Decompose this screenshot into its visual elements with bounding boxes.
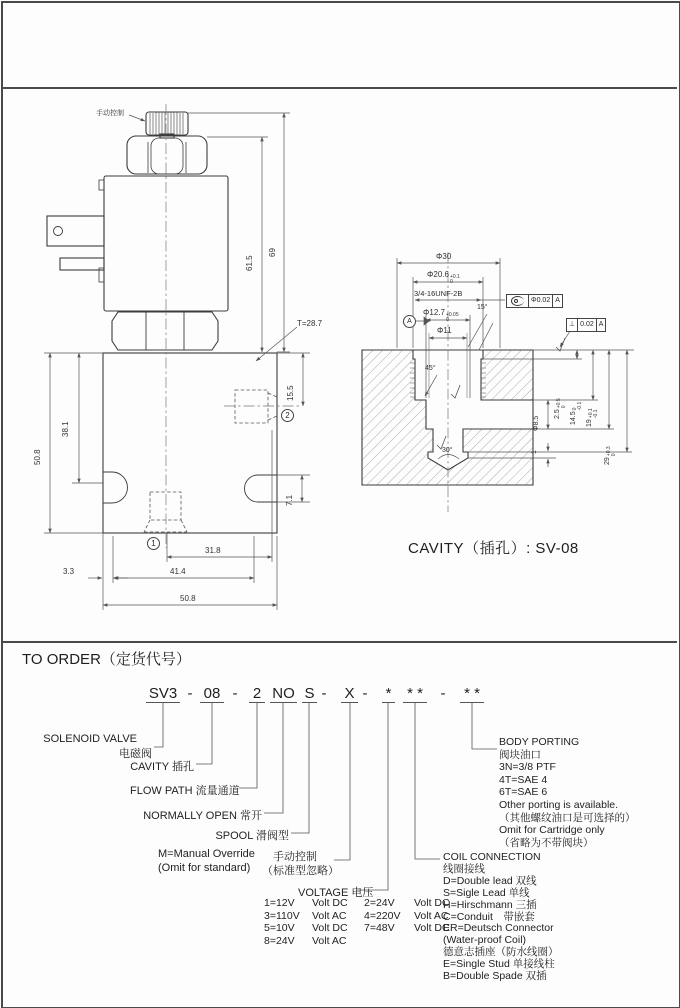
- label-solenoid-valve-en: SOLENOID VALVE: [43, 733, 137, 745]
- dim-41-4: 41.4: [170, 567, 186, 576]
- code-body-porting: * *: [460, 686, 484, 703]
- dim-50-8-left: 50.8: [33, 449, 42, 465]
- datum-a-symbol: A: [403, 315, 416, 328]
- voltage-table: 1=12V Volt DC 2=24V Volt DC 3=110V Volt AC 4=220V Volt AC 5=10V Volt DC 7=48V Volt DC 8=24V Volt AC: [264, 897, 450, 947]
- code-dash: -: [440, 685, 446, 702]
- dim-d30: Φ30: [436, 252, 452, 261]
- code-dash: -: [362, 685, 368, 702]
- label-cavity: CAVITY 插孔: [130, 761, 194, 773]
- angle-30: 30°: [442, 447, 453, 454]
- cavity-title: CAVITY（插孔）: SV-08: [408, 540, 579, 557]
- dim-31-8: 31.8: [205, 546, 221, 555]
- angle-45: 45°: [425, 365, 436, 372]
- code-dash: -: [187, 685, 193, 702]
- perpendicularity-tolerance-frame: ⊥ 0.02 A: [566, 318, 606, 332]
- angle-15: 15°: [477, 304, 488, 311]
- label-manual-override-cn2: （标准型忽略）: [262, 865, 339, 877]
- dim-7-1: 7.1: [285, 494, 294, 506]
- code-dash: -: [232, 685, 238, 702]
- dim-14-5: 14.5 0 -0.1: [570, 401, 583, 425]
- dim-1: 1: [531, 450, 538, 454]
- valve-side-view: [47, 112, 277, 533]
- manual-control-label: 手动控制: [96, 110, 124, 117]
- code-flow-path: 2: [249, 686, 265, 703]
- dim-19: 19 +0.1 -0.1: [586, 408, 599, 427]
- dim-50-8-bottom: 50.8: [180, 594, 196, 603]
- port-1-balloon: 1: [147, 537, 160, 550]
- code-normally-open: NO: [270, 686, 297, 703]
- dim-61-5: 61.5: [245, 255, 254, 271]
- valve-hidden-ports: [144, 390, 277, 532]
- body-porting-title: BODY PORTING: [499, 736, 580, 748]
- perpendicularity-icon: ⊥: [567, 319, 578, 331]
- code-cavity: 08: [200, 686, 224, 703]
- coil-connection-block: COIL CONNECTION 线圈接线 D=Double lead 双线 S=Sigle Lead 单线 H=Hirschmann 三插 C=Conduit 带嵌套 ER=Deutsch Connector (Water-proof Coil) 德意志插座（防水线圈） E=Single Stud 单接线柱 B=Double Spade 双插: [443, 851, 559, 983]
- order-section-title: TO ORDER（定货代号）: [22, 651, 191, 668]
- label-flow-path: FLOW PATH 流量通道: [130, 785, 240, 797]
- label-solenoid-valve-cn: 电磁阀: [119, 748, 152, 760]
- dim-t-28-7: T=28.7: [297, 319, 323, 328]
- body-porting-block: BODY PORTING 阀块油口 3N=3/8 PTF 4T=SAE 4 6T=SAE 6 Other porting is available. （其他螺纹油口是可选择的） Omit for Cartridge only （省略为不带阀块）: [499, 736, 636, 849]
- coil-connection-title: COIL CONNECTION: [443, 851, 541, 863]
- dim-3-3: 3.3: [63, 567, 75, 576]
- dim-2-5: 2.5 +0.5 0: [554, 398, 567, 419]
- label-manual-override-cn1: 手动控制: [273, 851, 317, 863]
- dim-38-1: 38.1: [61, 421, 70, 437]
- code-coil-connection: * *: [403, 686, 427, 703]
- port-2-balloon: 2: [281, 409, 294, 422]
- dim-d20-6: Φ20.6 +0.1 0: [427, 270, 460, 285]
- code-dash: -: [321, 685, 327, 702]
- dim-d8-5: Φ8.5: [533, 415, 540, 431]
- code-model: SV3: [146, 686, 180, 703]
- dim-15-5: 15.5: [286, 385, 295, 401]
- dim-d11: Φ11: [437, 326, 452, 335]
- label-voltage: VOLTAGE 电压: [298, 887, 374, 899]
- dim-d12-7: Φ12.7 +0.05 0: [423, 308, 459, 323]
- label-manual-override-en2: (Omit for standard): [158, 862, 251, 874]
- label-normally-open: NORMALLY OPEN 常开: [143, 810, 262, 822]
- concentricity-tolerance-frame: Φ0.02 A: [506, 294, 563, 308]
- valve-dimensions: [44, 113, 310, 610]
- label-manual-override-en1: M=Manual Override: [158, 848, 255, 860]
- code-manual-override: X: [341, 686, 358, 703]
- label-spool: SPOOL 滑阀型: [215, 830, 289, 842]
- code-voltage: *: [382, 686, 395, 703]
- dim-thread: 3/4-16UNF-2B: [414, 289, 463, 298]
- dim-29: 29 +0.3 0: [604, 446, 617, 465]
- cavity-block-hatched: [362, 350, 533, 485]
- concentricity-icon: [511, 296, 524, 306]
- dim-69: 69: [268, 248, 277, 257]
- code-spool: S: [302, 686, 317, 703]
